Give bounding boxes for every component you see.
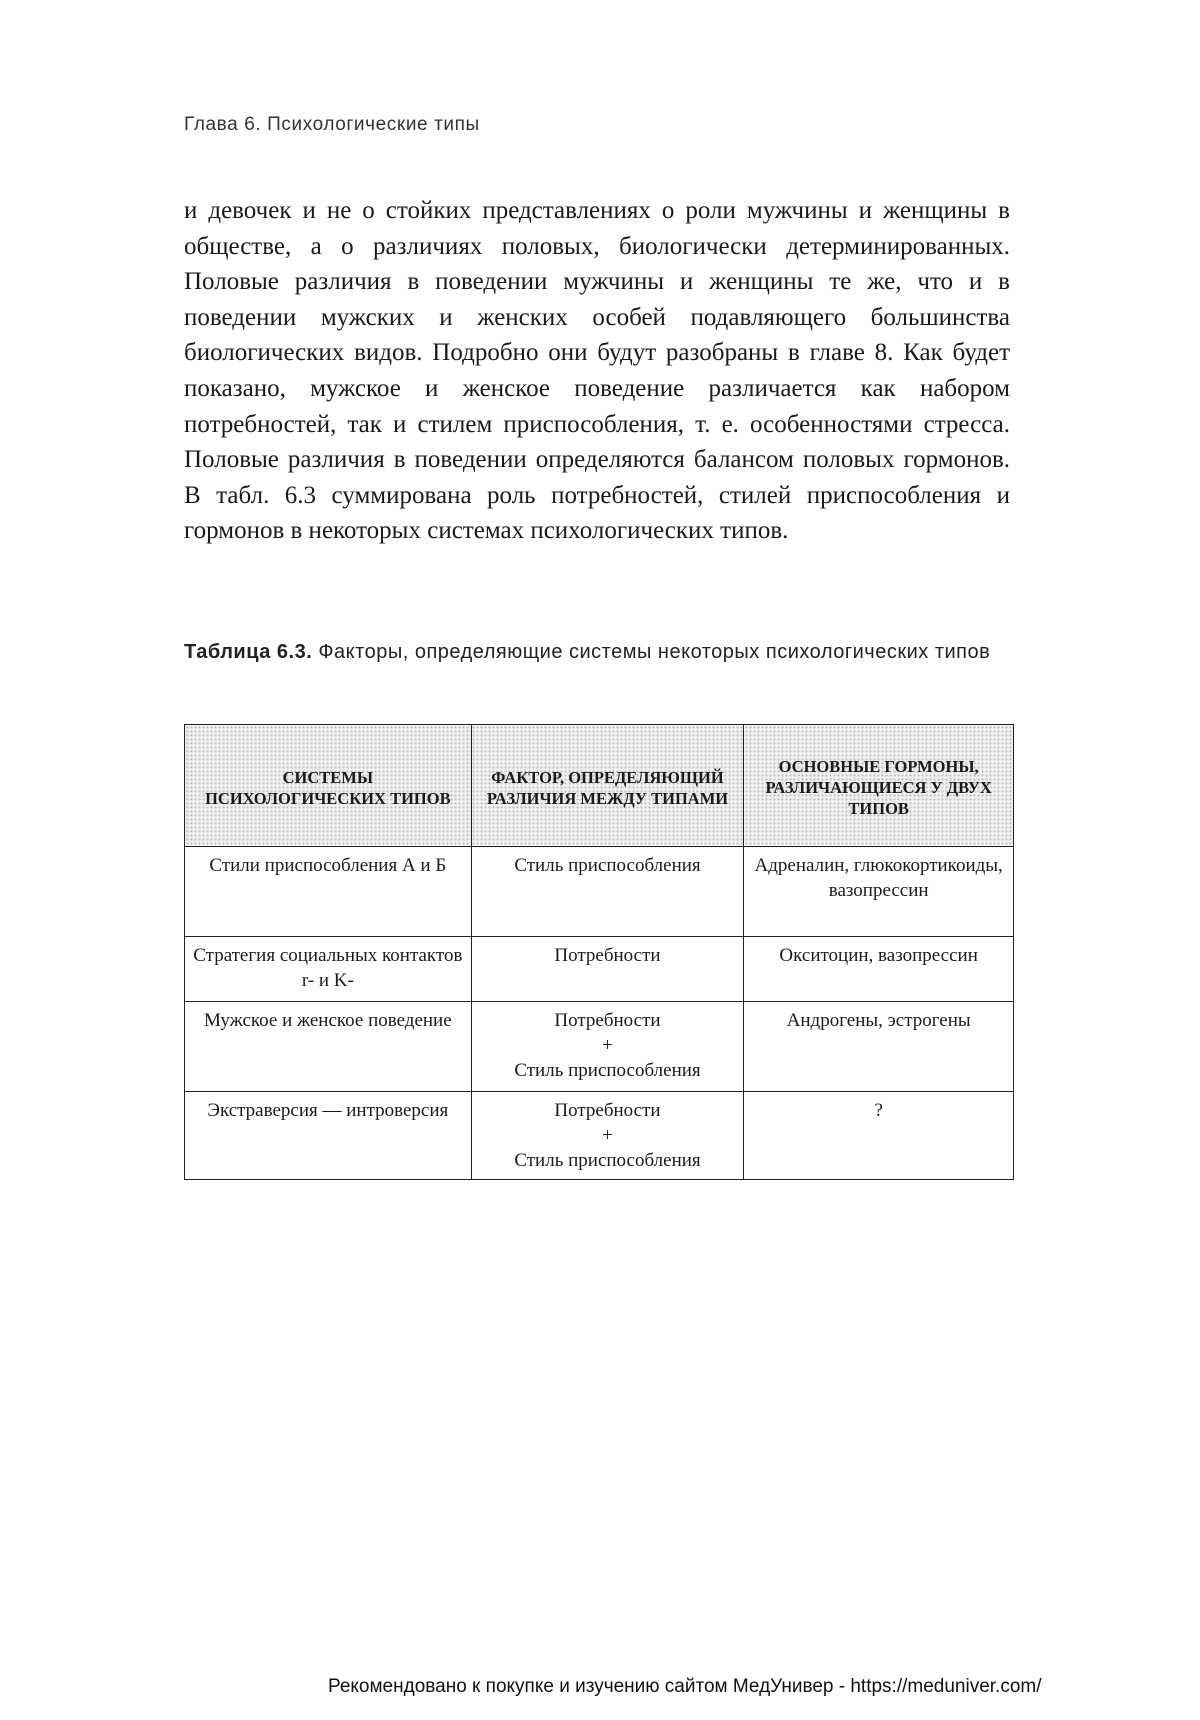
table-row	[185, 847, 1014, 937]
cell-factor	[471, 847, 744, 937]
cell-factor	[471, 1092, 744, 1180]
table-caption	[184, 636, 1010, 668]
cell-system: Стили приспособления А и Б	[185, 847, 472, 937]
factor-line: Стиль приспособления	[514, 1060, 701, 1081]
cell-system: Экстраверсия — интроверсия	[185, 1092, 472, 1180]
table-header-row	[185, 725, 1014, 847]
cell-system: Мужское и женское поведение	[185, 1002, 472, 1092]
table-caption-label: Таблица 6.3.	[184, 641, 313, 663]
table-row	[185, 1092, 1014, 1180]
factor-line: Потребности	[554, 945, 661, 966]
cell-factor	[471, 1002, 744, 1092]
header-hormones: ОСНОВНЫЕ ГОРМОНЫ, РАЗЛИЧАЮЩИЕСЯ У ДВУХ ТИПОВ	[744, 725, 1014, 847]
factor-line: Потребности	[554, 1100, 661, 1121]
cell-hormones: ?	[744, 1092, 1014, 1180]
factor-line: Потребности	[554, 1010, 661, 1031]
factor-plus: +	[602, 1125, 613, 1146]
header-factor: ФАКТОР, ОПРЕДЕЛЯЮЩИЙ РАЗЛИЧИЯ МЕЖДУ ТИПАМИ	[471, 725, 744, 847]
header-systems: СИСТЕМЫ ПСИХОЛОГИЧЕСКИХ ТИПОВ	[185, 725, 472, 847]
table-caption-text: Факторы, определяющие системы некоторых психологических типов	[318, 641, 991, 663]
table-row	[185, 1002, 1014, 1092]
body-paragraph: и девочек и не о стойких представлениях о роли мужчины и женщины в обществе, а о различиях половых, биологически детерминированных. Половые различия в поведении мужчины и женщины те же, что и в поведении мужских и женских особей подавляющего большинства биологических видов. Подробно они будут разобраны в главе 8. Как будет показано, мужское и женское поведение различается как набором потребностей, так и стилем приспособления, т. е. особенностями стресса. Половые различия в поведении определяются балансом половых гормонов. В табл. 6.3 суммирована роль потребностей, стилей приспособления и гормонов в некоторых системах психологических типов.	[184, 197, 1010, 545]
running-header: Глава 6. Психологические типы	[184, 114, 480, 135]
cell-hormones: Адреналин, глюкокортикоиды, вазопрессин	[744, 847, 1014, 937]
cell-hormones: Андрогены, эстрогены	[744, 1002, 1014, 1092]
footer-note: Рекомендовано к покупке и изучению сайтом МедУнивер - https://meduniver.com/	[328, 1676, 1042, 1697]
cell-factor	[471, 937, 744, 1002]
factor-line: Стиль приспособления	[514, 855, 701, 876]
table-row	[185, 937, 1014, 1002]
factors-table	[184, 724, 1014, 1180]
cell-hormones: Окситоцин, вазопрессин	[744, 937, 1014, 1002]
cell-system: Стратегия социальных контактов r- и K-	[185, 937, 472, 1002]
factor-line: Стиль приспособления	[514, 1150, 701, 1171]
factor-plus: +	[602, 1035, 613, 1056]
